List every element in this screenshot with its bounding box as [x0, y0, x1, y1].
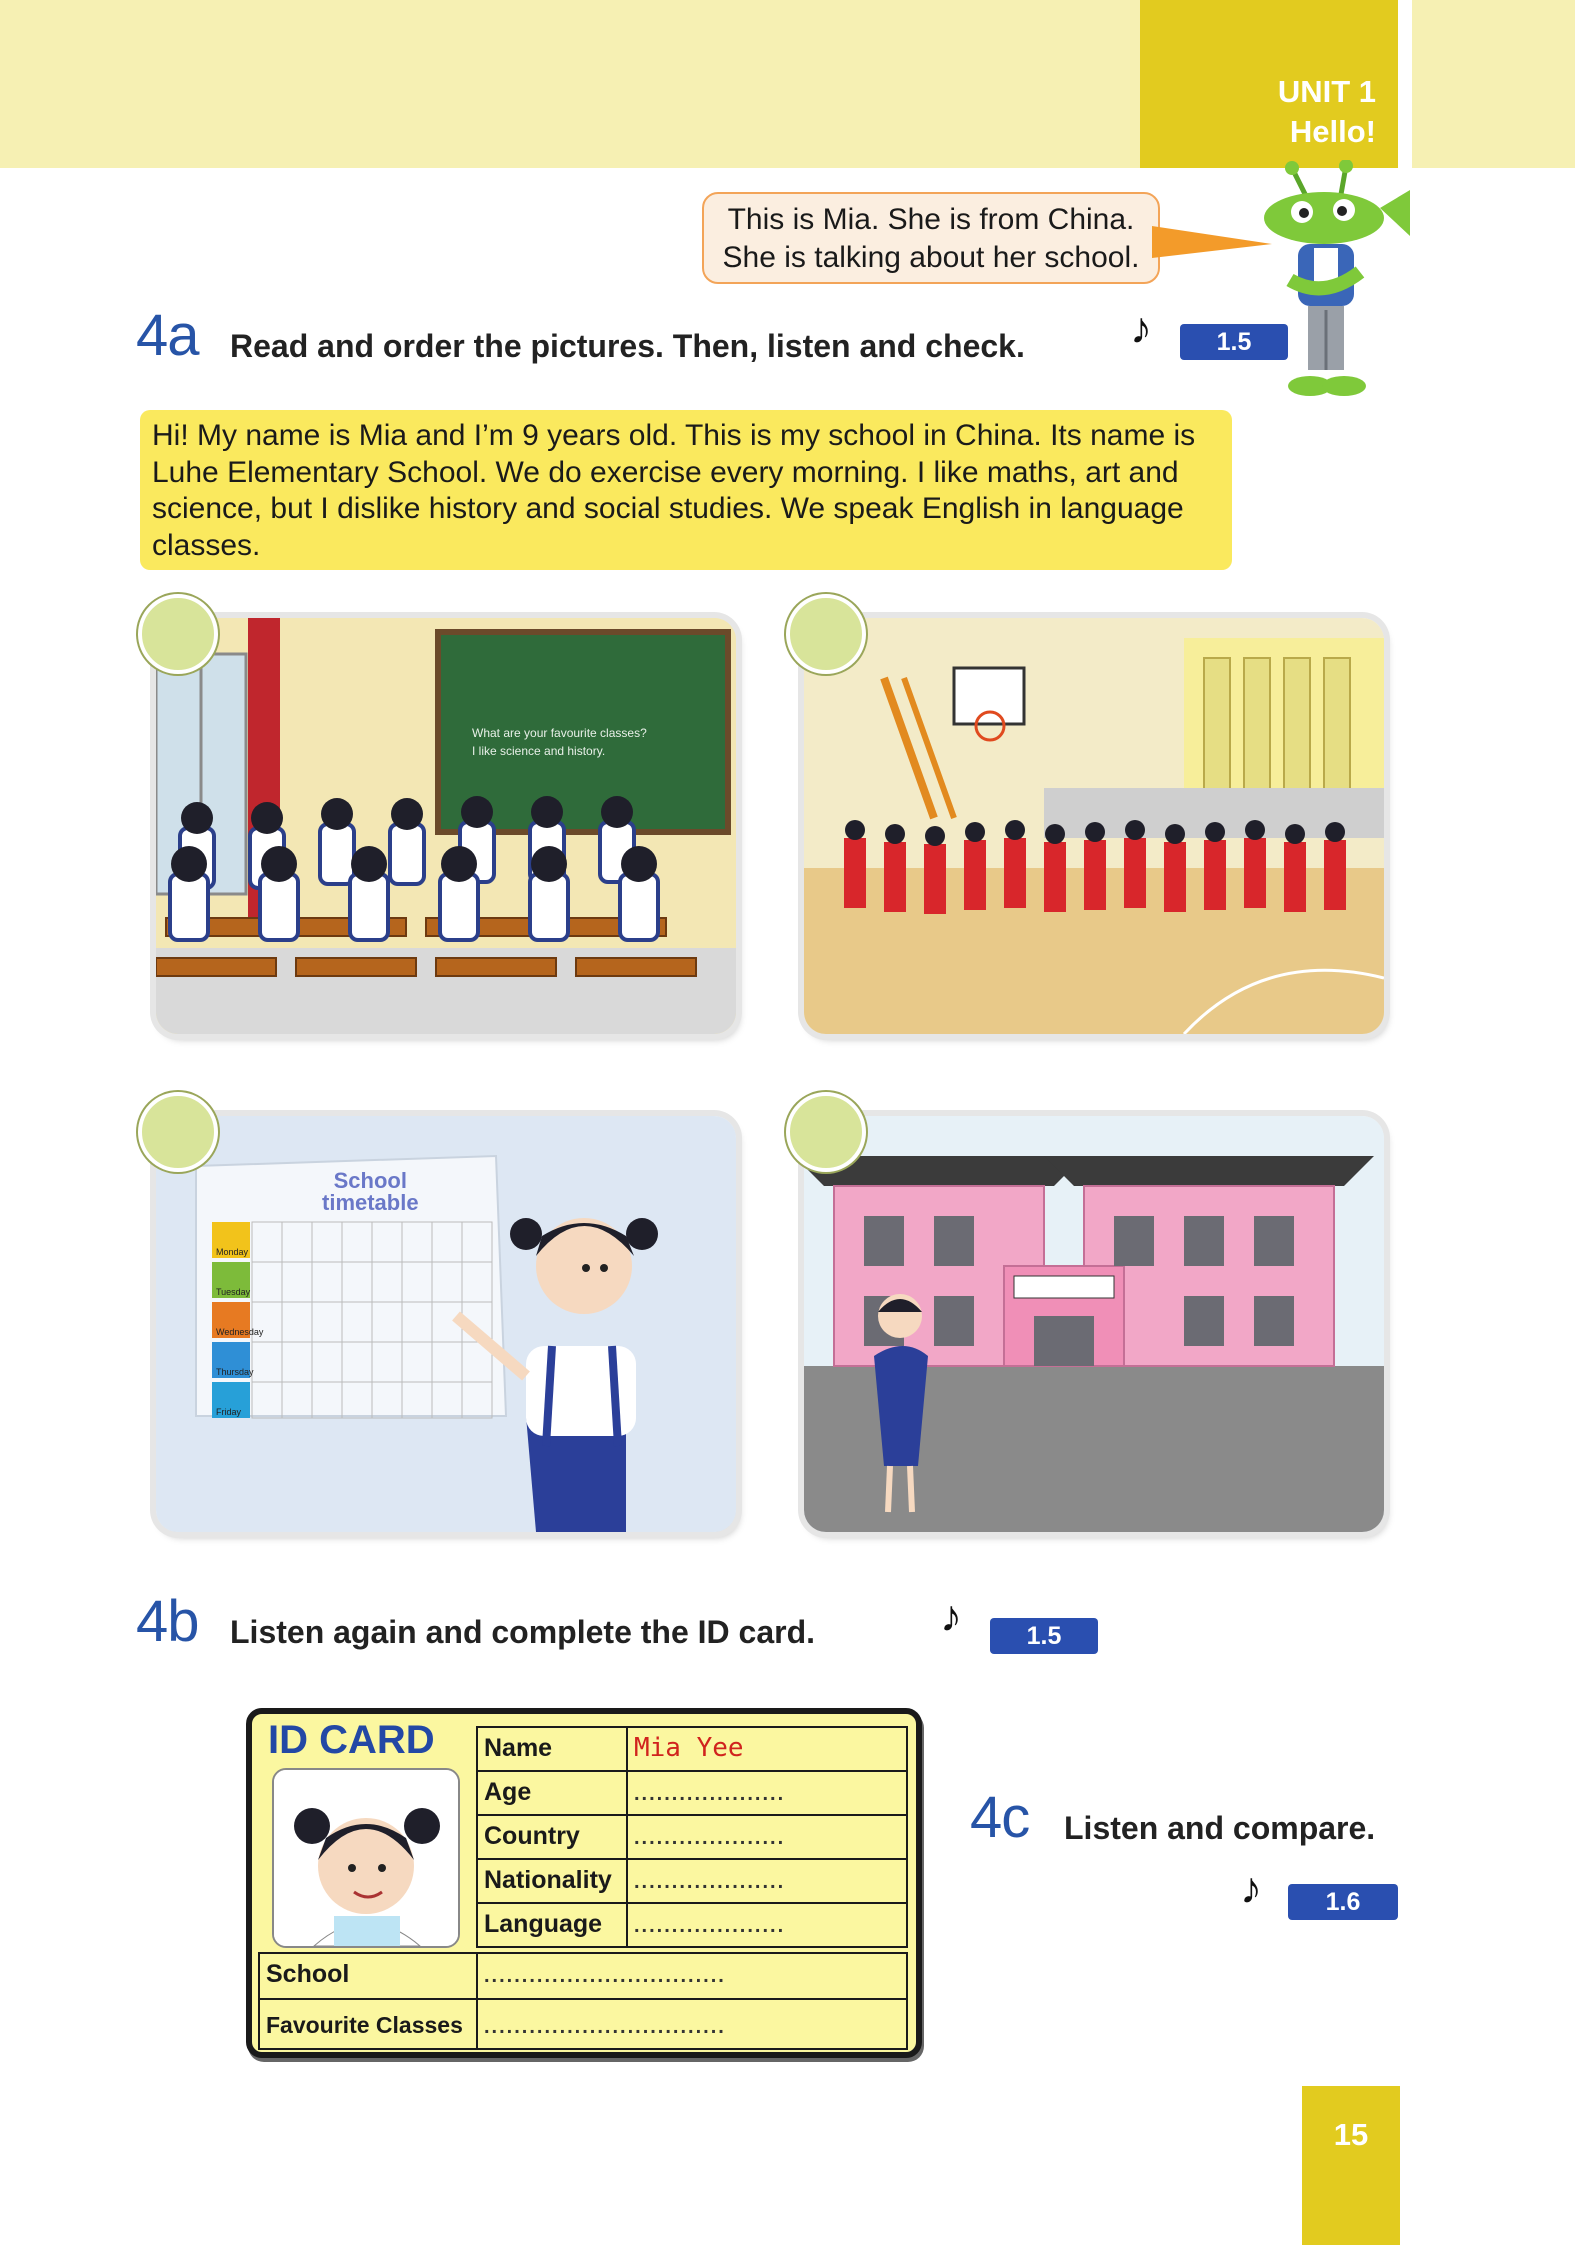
- timetable-day-tuesday: Tuesday: [216, 1287, 251, 1297]
- id-language-blank: ....................: [634, 1915, 786, 1937]
- section-4c-heading: [970, 1784, 1029, 1851]
- section-4a-heading: [136, 302, 199, 369]
- order-circle-2[interactable]: [786, 594, 866, 674]
- section-4c-letter: c: [1001, 1785, 1030, 1850]
- audio-note-icon[interactable]: ♪: [940, 1592, 962, 1641]
- timetable-day-wednesday: Wednesday: [216, 1327, 264, 1337]
- id-country-blank: ....................: [634, 1827, 786, 1849]
- picture-school-building: [804, 1116, 1384, 1532]
- id-card-title: ID CARD: [268, 1718, 435, 1762]
- section-4a-title: Read and order the pictures. Then, listen and check.: [230, 328, 1025, 364]
- id-card-photo: [272, 1768, 460, 1948]
- order-circle-3[interactable]: [138, 1092, 218, 1172]
- id-school-label: School: [258, 1952, 478, 2000]
- id-nationality-blank: ....................: [634, 1871, 786, 1893]
- unit-title: Hello!: [1289, 114, 1376, 149]
- id-age-field[interactable]: [626, 1770, 908, 1816]
- audio-track-badge-4a[interactable]: 1.5: [1180, 324, 1288, 360]
- id-nationality-label: Nationality: [476, 1858, 628, 1904]
- header-edge: [1412, 0, 1575, 168]
- id-language-field[interactable]: [626, 1902, 908, 1948]
- section-4b-number: 4: [136, 1589, 168, 1654]
- id-school-blank: ................................: [484, 1965, 726, 1987]
- id-name-value[interactable]: Mia Yee: [626, 1726, 908, 1772]
- id-favourite-field[interactable]: [476, 1998, 908, 2050]
- id-favourite-label: Favourite Classes: [258, 1998, 478, 2050]
- audio-note-icon[interactable]: ♪: [1130, 304, 1152, 353]
- id-name-label: Name: [476, 1726, 628, 1772]
- reading-passage: Hi! My name is Mia and I’m 9 years old. This is my school in China. Its name is Luhe Elementary School. We do exercise every morning. I like maths, art and science, but I dislike history and social studies. We speak English in language classes.: [140, 410, 1232, 570]
- picture-classroom: [156, 618, 736, 1034]
- timetable-day-thursday: Thursday: [216, 1367, 254, 1377]
- timetable-day-monday: Monday: [216, 1247, 249, 1257]
- section-4b-heading: [136, 1588, 199, 1655]
- id-country-label: Country: [476, 1814, 628, 1860]
- unit-label: UNIT 1: [1277, 74, 1376, 109]
- id-country-field[interactable]: [626, 1814, 908, 1860]
- timetable-title-2: timetable: [322, 1190, 419, 1215]
- section-4a-number: 4: [136, 303, 168, 368]
- board-text-line-1: What are your favourite classes?: [472, 726, 647, 740]
- board-text-line-2: I like science and history.: [472, 744, 606, 758]
- alien-mascot-icon: [1240, 160, 1420, 410]
- bubble-line-2: She is talking about her school.: [722, 241, 1140, 274]
- section-4c-title: Listen and compare.: [1064, 1810, 1376, 1846]
- page-number: 15: [1302, 2086, 1400, 2245]
- speech-bubble: [702, 192, 1160, 284]
- section-4b-letter: b: [167, 1589, 199, 1654]
- audio-track-badge-4c[interactable]: 1.6: [1288, 1884, 1398, 1920]
- header-divider: [1398, 0, 1412, 168]
- id-nationality-field[interactable]: [626, 1858, 908, 1904]
- id-school-field[interactable]: [476, 1952, 908, 2000]
- id-age-blank: ....................: [634, 1783, 786, 1805]
- audio-note-icon[interactable]: ♪: [1240, 1864, 1262, 1913]
- timetable-day-friday: Friday: [216, 1407, 242, 1417]
- picture-timetable: [156, 1116, 736, 1532]
- order-circle-1[interactable]: [138, 594, 218, 674]
- order-circle-4[interactable]: [786, 1092, 866, 1172]
- section-4c-number: 4: [970, 1785, 1002, 1850]
- id-favourite-blank: ................................: [484, 2016, 726, 2038]
- picture-gym-exercise: [804, 618, 1384, 1034]
- id-language-label: Language: [476, 1902, 628, 1948]
- bubble-line-1: This is Mia. She is from China.: [727, 203, 1135, 236]
- section-4b-title: Listen again and complete the ID card.: [230, 1614, 816, 1650]
- id-age-label: Age: [476, 1770, 628, 1816]
- audio-track-badge-4b[interactable]: 1.5: [990, 1618, 1098, 1654]
- timetable-title-1: School: [333, 1168, 407, 1193]
- section-4a-letter: a: [167, 303, 199, 368]
- unit-tab: [1140, 0, 1398, 168]
